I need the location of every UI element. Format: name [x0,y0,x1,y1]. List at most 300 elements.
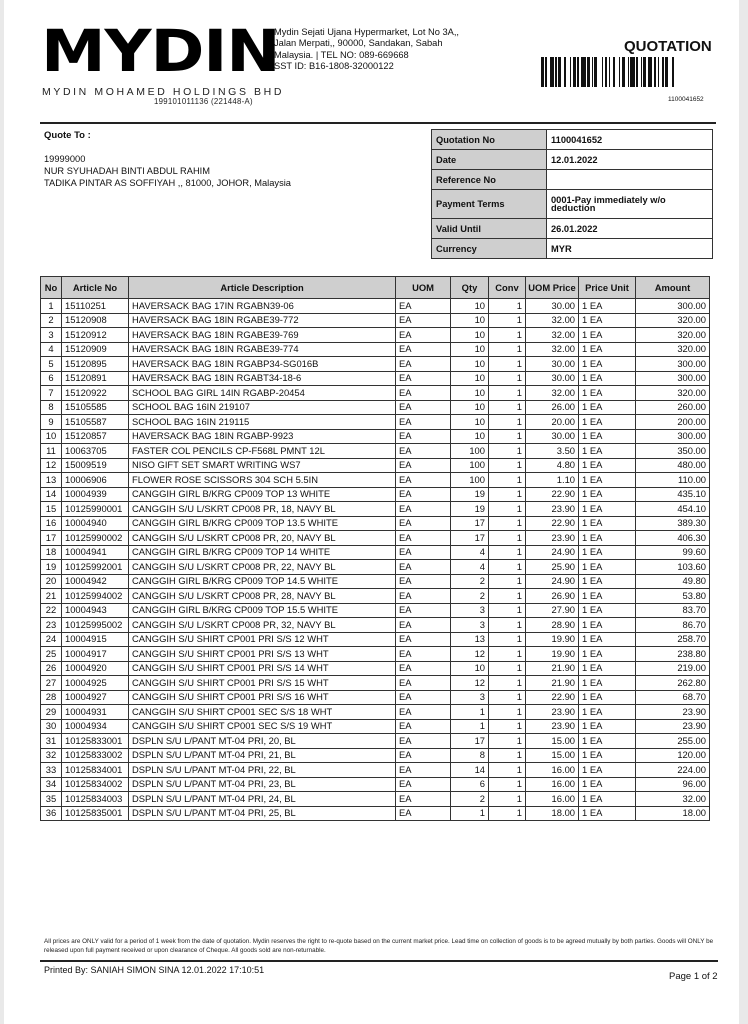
cell-uom-price: 21.90 [526,676,579,691]
cell-amount: 260.00 [636,400,710,415]
cell-qty: 3 [451,690,489,705]
cell-qty: 17 [451,531,489,546]
cell-article-no: 10125833001 [62,734,129,749]
cell-article-no: 10004941 [62,545,129,560]
cell-amount: 389.30 [636,516,710,531]
cell-qty: 10 [451,661,489,676]
address-line: Malaysia. | TEL NO: 089-669668 [274,49,409,60]
cell-uom-price: 23.90 [526,719,579,734]
cell-article-no: 10125995002 [62,618,129,633]
cell-description: CANGGIH GIRL B/KRG CP009 TOP 14 WHITE [129,545,396,560]
cell-conv: 1 [489,299,526,314]
cell-article-no: 10125835001 [62,806,129,821]
cell-no: 28 [41,690,62,705]
cell-uom: EA [396,748,451,763]
cell-amount: 320.00 [636,313,710,328]
info-row [432,239,713,259]
table-row [41,661,710,676]
cell-uom: EA [396,458,451,473]
table-row [41,531,710,546]
cell-amount: 83.70 [636,603,710,618]
cell-price-unit: 1 EA [579,487,636,502]
cell-amount: 219.00 [636,661,710,676]
cell-no: 4 [41,342,62,357]
mydin-logo: MYDIN [41,17,280,85]
cell-amount: 96.00 [636,777,710,792]
cell-article-no: 10004931 [62,705,129,720]
cell-uom: EA [396,545,451,560]
cell-conv: 1 [489,487,526,502]
cell-description: HAVERSACK BAG 18IN RGABT34-18-6 [129,371,396,386]
table-row [41,299,710,314]
cell-uom: EA [396,444,451,459]
cell-uom-price: 30.00 [526,357,579,372]
cell-uom: EA [396,734,451,749]
cell-qty: 10 [451,429,489,444]
cell-uom-price: 25.90 [526,560,579,575]
cell-qty: 12 [451,647,489,662]
cell-amount: 300.00 [636,357,710,372]
table-row [41,748,710,763]
cell-conv: 1 [489,444,526,459]
cell-amount: 110.00 [636,473,710,488]
cell-article-no: 15120895 [62,357,129,372]
cell-amount: 300.00 [636,371,710,386]
cell-qty: 10 [451,415,489,430]
cell-amount: 68.70 [636,690,710,705]
quotation-page [4,0,739,1024]
cell-uom-price: 23.90 [526,705,579,720]
cell-description: CANGGIH GIRL B/KRG CP009 TOP 13 WHITE [129,487,396,502]
cell-amount: 238.80 [636,647,710,662]
cell-price-unit: 1 EA [579,618,636,633]
cell-conv: 1 [489,719,526,734]
cell-description: FLOWER ROSE SCISSORS 304 SCH 5.5IN [129,473,396,488]
cell-conv: 1 [489,676,526,691]
cell-uom-price: 19.90 [526,647,579,662]
cell-uom-price: 23.90 [526,531,579,546]
info-row [432,170,713,190]
table-row [41,400,710,415]
col-header-uom-price: UOM Price [526,277,579,299]
items-header-row [41,277,710,299]
table-row [41,806,710,821]
cell-conv: 1 [489,415,526,430]
store-address [274,27,459,72]
address-line: Mydin Sejati Ujana Hypermarket, Lot No 3A,, [274,27,459,37]
cell-article-no: 10125992001 [62,560,129,575]
info-label: Currency [432,239,547,259]
cell-conv: 1 [489,618,526,633]
table-row [41,589,710,604]
cell-article-no: 10004940 [62,516,129,531]
cell-no: 15 [41,502,62,517]
info-row [432,219,713,239]
customer-address: TADIKA PINTAR AS SOFFIYAH ,, 81000, JOHOR, Malaysia [44,178,291,188]
cell-uom: EA [396,589,451,604]
printed-by: Printed By: SANIAH SIMON SINA 12.01.2022 17:10:51 [44,965,265,975]
cell-no: 36 [41,806,62,821]
cell-no: 16 [41,516,62,531]
cell-article-no: 10006906 [62,473,129,488]
cell-price-unit: 1 EA [579,516,636,531]
cell-uom: EA [396,342,451,357]
info-value [547,170,713,190]
cell-uom: EA [396,777,451,792]
page-number: Page 1 of 2 [669,971,718,982]
company-reg-no: 199101011136 (221448-A) [154,97,253,106]
header-divider [40,122,716,124]
cell-amount: 200.00 [636,415,710,430]
cell-conv: 1 [489,632,526,647]
cell-price-unit: 1 EA [579,444,636,459]
cell-uom: EA [396,328,451,343]
cell-amount: 120.00 [636,748,710,763]
cell-amount: 23.90 [636,705,710,720]
customer-name: NUR SYUHADAH BINTI ABDUL RAHIM [44,166,210,176]
cell-uom: EA [396,719,451,734]
cell-article-no: 15120857 [62,429,129,444]
cell-description: CANGGIH S/U SHIRT CP001 SEC S/S 18 WHT [129,705,396,720]
cell-article-no: 10125990002 [62,531,129,546]
table-row [41,632,710,647]
cell-description: DSPLN S/U L/PANT MT-04 PRI, 21, BL [129,748,396,763]
table-row [41,777,710,792]
cell-no: 1 [41,299,62,314]
cell-article-no: 10004915 [62,632,129,647]
cell-article-no: 10004925 [62,676,129,691]
cell-price-unit: 1 EA [579,473,636,488]
cell-conv: 1 [489,806,526,821]
cell-article-no: 10004939 [62,487,129,502]
table-row [41,719,710,734]
table-row [41,647,710,662]
cell-no: 20 [41,574,62,589]
table-row [41,603,710,618]
cell-conv: 1 [489,313,526,328]
cell-conv: 1 [489,357,526,372]
cell-article-no: 15120891 [62,371,129,386]
cell-uom: EA [396,676,451,691]
cell-price-unit: 1 EA [579,299,636,314]
cell-description: CANGGIH S/U SHIRT CP001 SEC S/S 19 WHT [129,719,396,734]
cell-qty: 2 [451,574,489,589]
table-row [41,415,710,430]
cell-amount: 406.30 [636,531,710,546]
col-header-description: Article Description [129,277,396,299]
cell-amount: 350.00 [636,444,710,459]
cell-amount: 320.00 [636,386,710,401]
cell-qty: 12 [451,676,489,691]
table-row [41,545,710,560]
cell-description: CANGGIH S/U SHIRT CP001 PRI S/S 16 WHT [129,690,396,705]
cell-qty: 14 [451,763,489,778]
cell-conv: 1 [489,429,526,444]
cell-uom-price: 22.90 [526,516,579,531]
info-label: Payment Terms [432,190,547,219]
cell-qty: 1 [451,806,489,821]
cell-price-unit: 1 EA [579,545,636,560]
cell-amount: 320.00 [636,328,710,343]
cell-uom-price: 26.90 [526,589,579,604]
cell-conv: 1 [489,661,526,676]
table-row [41,792,710,807]
cell-description: CANGGIH S/U SHIRT CP001 PRI S/S 15 WHT [129,676,396,691]
cell-conv: 1 [489,328,526,343]
cell-conv: 1 [489,647,526,662]
cell-no: 31 [41,734,62,749]
cell-description: CANGGIH S/U SHIRT CP001 PRI S/S 12 WHT [129,632,396,647]
col-header-uom: UOM [396,277,451,299]
cell-price-unit: 1 EA [579,676,636,691]
cell-uom-price: 20.00 [526,415,579,430]
cell-description: DSPLN S/U L/PANT MT-04 PRI, 23, BL [129,777,396,792]
cell-no: 34 [41,777,62,792]
cell-qty: 100 [451,473,489,488]
table-row [41,429,710,444]
cell-uom-price: 22.90 [526,690,579,705]
cell-amount: 300.00 [636,429,710,444]
table-row [41,444,710,459]
table-row [41,516,710,531]
cell-conv: 1 [489,589,526,604]
cell-qty: 1 [451,705,489,720]
cell-no: 18 [41,545,62,560]
cell-price-unit: 1 EA [579,531,636,546]
cell-article-no: 10063705 [62,444,129,459]
cell-conv: 1 [489,574,526,589]
cell-price-unit: 1 EA [579,415,636,430]
info-label: Reference No [432,170,547,190]
info-value: 1100041652 [547,130,713,150]
cell-uom: EA [396,502,451,517]
cell-uom-price: 28.90 [526,618,579,633]
cell-conv: 1 [489,734,526,749]
barcode-number: 1100041652 [668,96,704,103]
cell-uom-price: 30.00 [526,299,579,314]
cell-price-unit: 1 EA [579,777,636,792]
cell-price-unit: 1 EA [579,763,636,778]
quote-to-label: Quote To : [44,130,91,141]
col-header-article-no: Article No [62,277,129,299]
cell-description: SCHOOL BAG 16IN 219107 [129,400,396,415]
cell-qty: 2 [451,589,489,604]
cell-price-unit: 1 EA [579,574,636,589]
cell-article-no: 15105585 [62,400,129,415]
cell-uom: EA [396,690,451,705]
cell-article-no: 15120912 [62,328,129,343]
info-row [432,150,713,170]
quotation-info-table [431,129,713,259]
cell-uom-price: 32.00 [526,328,579,343]
cell-price-unit: 1 EA [579,371,636,386]
cell-price-unit: 1 EA [579,429,636,444]
cell-uom: EA [396,371,451,386]
col-header-amount: Amount [636,277,710,299]
cell-article-no: 10125834003 [62,792,129,807]
cell-article-no: 10004927 [62,690,129,705]
cell-no: 26 [41,661,62,676]
cell-uom: EA [396,400,451,415]
cell-price-unit: 1 EA [579,661,636,676]
cell-qty: 10 [451,371,489,386]
cell-qty: 100 [451,444,489,459]
cell-no: 13 [41,473,62,488]
cell-qty: 1 [451,719,489,734]
cell-amount: 224.00 [636,763,710,778]
cell-article-no: 10004934 [62,719,129,734]
cell-no: 9 [41,415,62,430]
cell-article-no: 10004943 [62,603,129,618]
cell-no: 8 [41,400,62,415]
cell-uom-price: 18.00 [526,806,579,821]
cell-conv: 1 [489,386,526,401]
table-row [41,342,710,357]
cell-conv: 1 [489,748,526,763]
cell-conv: 1 [489,792,526,807]
cell-conv: 1 [489,777,526,792]
col-header-qty: Qty [451,277,489,299]
cell-article-no: 15120922 [62,386,129,401]
cell-amount: 435.10 [636,487,710,502]
cell-description: CANGGIH S/U L/SKRT CP008 PR, 32, NAVY BL [129,618,396,633]
cell-price-unit: 1 EA [579,792,636,807]
cell-description: CANGGIH S/U L/SKRT CP008 PR, 20, NAVY BL [129,531,396,546]
cell-qty: 4 [451,560,489,575]
cell-qty: 10 [451,400,489,415]
cell-description: FASTER COL PENCILS CP-F568L PMNT 12L [129,444,396,459]
table-row [41,473,710,488]
table-row [41,690,710,705]
cell-article-no: 10004917 [62,647,129,662]
cell-no: 14 [41,487,62,502]
cell-no: 27 [41,676,62,691]
cell-amount: 32.00 [636,792,710,807]
cell-no: 12 [41,458,62,473]
cell-qty: 10 [451,342,489,357]
cell-qty: 13 [451,632,489,647]
cell-price-unit: 1 EA [579,647,636,662]
cell-description: DSPLN S/U L/PANT MT-04 PRI, 20, BL [129,734,396,749]
cell-uom: EA [396,574,451,589]
cell-uom-price: 15.00 [526,748,579,763]
cell-uom-price: 24.90 [526,574,579,589]
cell-description: CANGGIH GIRL B/KRG CP009 TOP 14.5 WHITE [129,574,396,589]
cell-amount: 49.80 [636,574,710,589]
cell-no: 17 [41,531,62,546]
cell-description: CANGGIH S/U SHIRT CP001 PRI S/S 13 WHT [129,647,396,662]
cell-uom-price: 32.00 [526,342,579,357]
table-row [41,357,710,372]
cell-article-no: 10125833002 [62,748,129,763]
info-value: MYR [547,239,713,259]
cell-price-unit: 1 EA [579,560,636,575]
cell-uom: EA [396,806,451,821]
cell-conv: 1 [489,545,526,560]
company-name: MYDIN MOHAMED HOLDINGS BHD [42,86,285,98]
info-label: Valid Until [432,219,547,239]
table-row [41,371,710,386]
cell-conv: 1 [489,400,526,415]
cell-qty: 4 [451,545,489,560]
cell-qty: 17 [451,734,489,749]
cell-price-unit: 1 EA [579,603,636,618]
cell-amount: 18.00 [636,806,710,821]
cell-price-unit: 1 EA [579,806,636,821]
cell-no: 21 [41,589,62,604]
cell-price-unit: 1 EA [579,342,636,357]
cell-uom-price: 27.90 [526,603,579,618]
cell-conv: 1 [489,458,526,473]
customer-block [44,153,291,189]
col-header-conv: Conv [489,277,526,299]
cell-no: 24 [41,632,62,647]
cell-price-unit: 1 EA [579,313,636,328]
cell-uom-price: 23.90 [526,502,579,517]
cell-uom-price: 4.80 [526,458,579,473]
table-row [41,487,710,502]
cell-uom-price: 32.00 [526,313,579,328]
info-value: 12.01.2022 [547,150,713,170]
cell-amount: 258.70 [636,632,710,647]
info-value: 26.01.2022 [547,219,713,239]
cell-uom: EA [396,299,451,314]
cell-description: CANGGIH S/U SHIRT CP001 PRI S/S 14 WHT [129,661,396,676]
cell-qty: 19 [451,502,489,517]
cell-uom: EA [396,560,451,575]
cell-qty: 2 [451,792,489,807]
cell-no: 25 [41,647,62,662]
cell-price-unit: 1 EA [579,400,636,415]
cell-conv: 1 [489,342,526,357]
cell-uom-price: 30.00 [526,371,579,386]
cell-no: 5 [41,357,62,372]
cell-article-no: 10004942 [62,574,129,589]
cell-conv: 1 [489,473,526,488]
table-row [41,574,710,589]
cell-amount: 480.00 [636,458,710,473]
cell-uom: EA [396,487,451,502]
table-row [41,560,710,575]
cell-conv: 1 [489,690,526,705]
cell-uom-price: 3.50 [526,444,579,459]
cell-no: 22 [41,603,62,618]
cell-description: CANGGIH S/U L/SKRT CP008 PR, 22, NAVY BL [129,560,396,575]
table-row [41,705,710,720]
cell-uom-price: 21.90 [526,661,579,676]
cell-uom: EA [396,603,451,618]
cell-uom-price: 24.90 [526,545,579,560]
cell-uom-price: 16.00 [526,792,579,807]
cell-description: HAVERSACK BAG 17IN RGABN39-06 [129,299,396,314]
cell-qty: 3 [451,618,489,633]
cell-uom: EA [396,386,451,401]
cell-qty: 100 [451,458,489,473]
cell-qty: 3 [451,603,489,618]
info-row [432,190,713,219]
cell-conv: 1 [489,603,526,618]
info-label: Date [432,150,547,170]
cell-conv: 1 [489,502,526,517]
cell-conv: 1 [489,531,526,546]
cell-article-no: 15009519 [62,458,129,473]
cell-article-no: 10125834001 [62,763,129,778]
cell-no: 2 [41,313,62,328]
cell-no: 10 [41,429,62,444]
cell-description: CANGGIH GIRL B/KRG CP009 TOP 15.5 WHITE [129,603,396,618]
cell-uom-price: 19.90 [526,632,579,647]
cell-uom: EA [396,618,451,633]
